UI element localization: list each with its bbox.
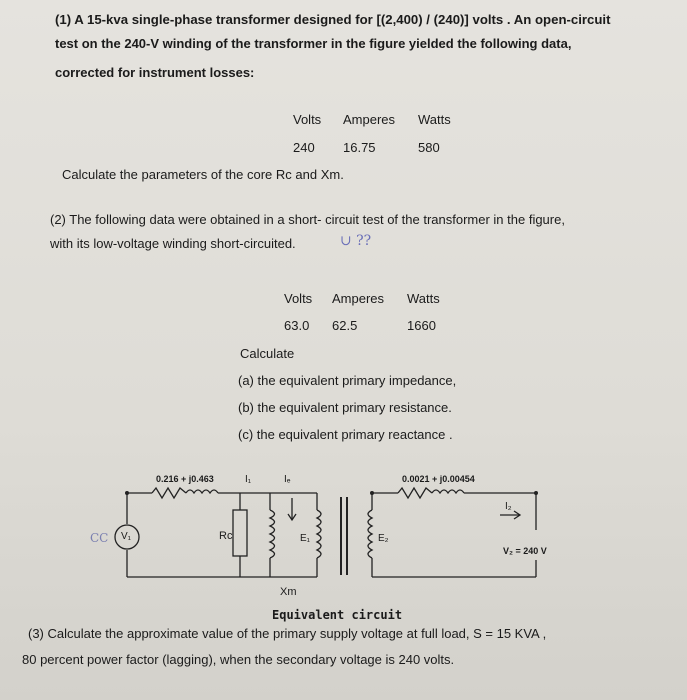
secondary-impedance-label: 0.0021 + j0.00454: [402, 474, 475, 484]
v1-label: V₁: [121, 531, 132, 542]
q2-header-watts: Watts: [407, 291, 440, 306]
q2-header-amperes: Amperes: [332, 291, 385, 306]
q1-value-amperes: 16.75: [343, 140, 376, 155]
q2-item-b: (b) the equivalent primary resistance.: [238, 400, 452, 415]
q1-line1: (1) A 15-kva single-phase transformer designed for [(2,400) / (240)] volts . An open-circuit: [55, 12, 611, 27]
circuit-caption: Equivalent circuit: [272, 608, 403, 622]
q1-line2: test on the 240-V winding of the transformer in the figure yielded the following data,: [55, 36, 572, 51]
q1-task: Calculate the parameters of the core Rc and Xm.: [62, 167, 344, 182]
q3-line1: (3) Calculate the approximate value of the primary supply voltage at full load, S = 15 KVA ,: [28, 626, 547, 641]
handwritten-note: ∪ ??: [340, 233, 372, 249]
rc-label: Rc: [219, 530, 233, 542]
i1-label: I₁: [245, 474, 252, 485]
handwritten-cc: CC: [90, 531, 109, 545]
q2-line2: with its low-voltage winding short-circuited.: [50, 236, 296, 251]
q1-value-watts: 580: [418, 140, 440, 155]
e2-label: E₂: [378, 533, 389, 544]
i2-label: I₂: [505, 501, 512, 512]
q2-value-amperes: 62.5: [332, 318, 358, 333]
q2-value-watts: 1660: [407, 318, 436, 333]
e1-label: E₁: [300, 533, 311, 544]
q1-line3: corrected for instrument losses:: [55, 65, 255, 80]
q1-header-volts: Volts: [293, 112, 322, 127]
q3-line2: 80 percent power factor (lagging), when the secondary voltage is 240 volts.: [22, 652, 455, 667]
q2-value-volts: 63.0: [284, 318, 310, 333]
q2-line1: (2) The following data were obtained in a short- circuit test of the transformer in the figure,: [50, 212, 565, 227]
q2-item-c: (c) the equivalent primary reactance .: [238, 427, 453, 442]
primary-impedance-label: 0.216 + j0.463: [156, 474, 214, 484]
xm-label: Xm: [280, 586, 297, 598]
ie-label: Iₑ: [284, 474, 291, 485]
q1-header-watts: Watts: [418, 112, 451, 127]
v2-label: V₂ = 240 V: [503, 546, 547, 556]
q2-calculate: Calculate: [240, 346, 295, 361]
q1-header-amperes: Amperes: [343, 112, 396, 127]
q2-item-a: (a) the equivalent primary impedance,: [238, 373, 457, 388]
q1-value-volts: 240: [293, 140, 315, 155]
q2-header-volts: Volts: [284, 291, 313, 306]
